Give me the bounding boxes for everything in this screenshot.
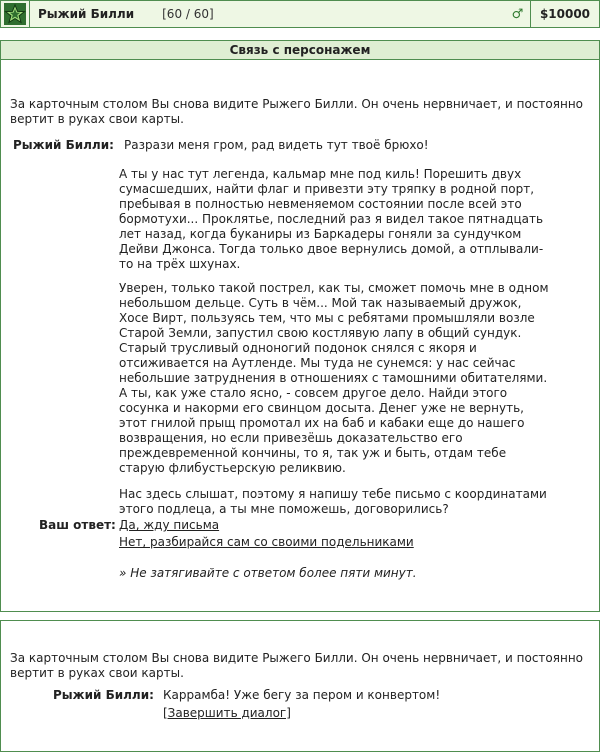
speech-paragraph-3: Нас здесь слышат, поэтому я напишу тебе письмо с координатами этого подлеца, а ты мне поможешь, договорились? — [119, 487, 547, 516]
speech-paragraph-2: Уверен, только такой пострел, как ты, сможет помочь мне в одном небольшом дельце. Суть в чём... Мой так называемый дружок, Хосе Вирт, пользуясь тем, что мы с ребятами промышляли возле Старой Земли, запустил свою костлявую лапу в общий сундук. Старый трусливый одноногий подонок снялся с якоря и отсиживается на Аутленде. Мы туда не сунемся: у нас сейчас небольшие затруднения в отношениях с тамошними обитателями. А ты, как уже стало ясно, - совсем другое дело. Найди этого сосунка и накорми его свинцом досыта. Денег уже не вернуть, этот гнилой прыщ промотал их на баб и кабаки еще до нашего возвращения, но если привезёшь доказательство его преждевременной кончины, то я, так уж и быть, отдам тебе старую флибустьерскую реликвию. — [119, 281, 549, 475]
speech-paragraph-1: А ты у нас тут легенда, кальмар мне под киль! Порешить двух сумасшедших, найти флаг и привезти эту тряпку в родной порт, пребывая в полностью невменяемом состоянии после всей это бормотухи... Проклятье, последний раз я видел такое пятнадцать лет назад, когда буканиры из Баркадеры гоняли за сундучком Дейви Джонса. Тогда только двое вернулись домой, а отплывали-то на трёх шхунах. — [119, 167, 544, 271]
answer-no-link[interactable]: Нет, разбирайся сам со своими подельниками — [119, 535, 414, 549]
player-info — [30, 1, 505, 27]
player-name[interactable]: Рыжий Билли — [38, 7, 135, 21]
male-gender-icon — [505, 1, 531, 27]
dialog-result-panel — [0, 620, 600, 752]
answer-label: Ваш ответ: — [39, 518, 116, 532]
hp-value: [60 / 60] — [162, 7, 214, 21]
dialog-panel — [0, 40, 600, 612]
money-cell — [531, 1, 599, 27]
gender-symbol: ♂ — [511, 6, 524, 22]
intro-text: За карточным столом Вы снова видите Рыжего Билли. Он очень нервничает, и постоянно вертит в руках свои карты. — [10, 97, 584, 126]
greeting-text: Разрази меня гром, рад видеть тут твоё брюхо! — [124, 138, 429, 152]
reply-text: Каррамба! Уже бегу за пером и конвертом! — [163, 688, 441, 702]
speaker-label: Рыжий Билли: — [13, 138, 114, 152]
intro-text-2: За карточным столом Вы снова видите Рыжего Билли. Он очень нервничает, и постоянно вертит в руках свои карты. — [10, 651, 584, 680]
time-limit-note: » Не затягивайте с ответом более пяти минут. — [119, 566, 417, 580]
speaker-label-2: Рыжий Билли: — [53, 688, 154, 702]
money-value: $10000 — [539, 7, 591, 21]
answer-yes-link[interactable]: Да, жду письма — [119, 518, 220, 532]
star-icon[interactable] — [1, 1, 30, 27]
finish-dialog-link[interactable]: [Завершить диалог] — [163, 706, 291, 720]
status-bar — [0, 0, 600, 28]
dialog-title: Связь с персонажем — [1, 41, 599, 60]
